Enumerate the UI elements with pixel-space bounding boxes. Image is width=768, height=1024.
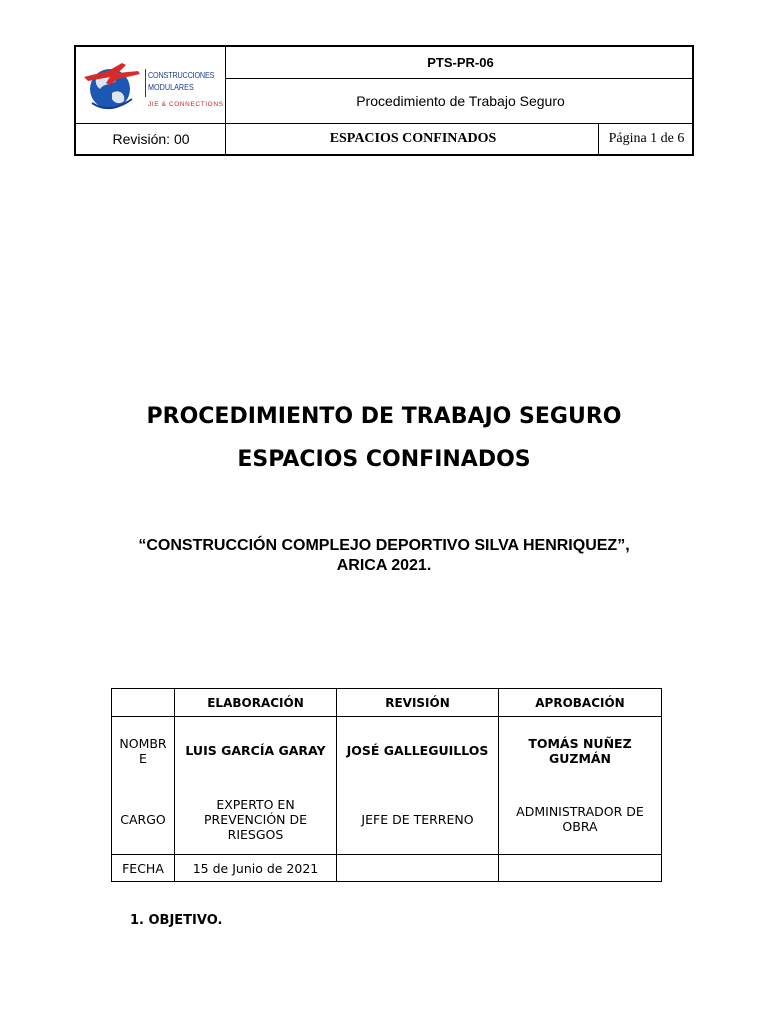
table-cell: TOMÁS NUÑEZ GUZMÁN <box>499 717 662 785</box>
table-cell: LUIS GARCÍA GARAY <box>175 717 337 785</box>
table-cell: JOSÉ GALLEGUILLOS <box>337 717 499 785</box>
row-label-cargo: CARGO <box>112 785 175 855</box>
project-name <box>0 536 768 576</box>
cover-title-line1: PROCEDIMIENTO DE TRABAJO SEGURO <box>146 404 622 429</box>
cover-title-line2: ESPACIOS CONFINADOS <box>237 447 531 472</box>
table-cell <box>337 855 499 882</box>
globe-plane-icon <box>82 59 144 115</box>
table-cell: 15 de Junio de 2021 <box>175 855 337 882</box>
table-header-cell: APROBACIÓN <box>499 689 662 717</box>
row-label-fecha: FECHA <box>112 855 175 882</box>
company-logo <box>78 49 226 121</box>
table-cell: JEFE DE TERRENO <box>337 785 499 855</box>
table-header-cell: REVISIÓN <box>337 689 499 717</box>
document-name: ESPACIOS CONFINADOS <box>329 131 497 146</box>
row-label-nombre: NOMBR E <box>112 717 175 785</box>
document-header <box>74 45 694 156</box>
table-header-cell: ELABORACIÓN <box>175 689 337 717</box>
table-row-fecha <box>112 855 662 882</box>
section-heading: 1. OBJETIVO. <box>130 913 223 928</box>
page-number: Página 1 de 6 <box>608 131 685 146</box>
table-header-row <box>112 689 662 717</box>
table-row-cargo <box>112 785 662 855</box>
table-cell <box>499 855 662 882</box>
logo-line3: JIE & CONNECTIONS <box>148 101 224 108</box>
logo-line1: CONSTRUCCIONES <box>148 70 215 80</box>
logo-line2: MODULARES <box>148 82 194 92</box>
document-code: PTS-PR-06 <box>427 55 494 70</box>
table-cell: EXPERTO EN PREVENCIÓN DE RIESGOS <box>175 785 337 855</box>
approval-table <box>111 688 662 882</box>
table-header-cell <box>112 689 175 717</box>
revision-label: Revisión: 00 <box>112 131 190 147</box>
project-line1: “CONSTRUCCIÓN COMPLEJO DEPORTIVO SILVA HENRIQUEZ”, <box>138 537 630 554</box>
table-row-nombre <box>112 717 662 785</box>
project-line2: ARICA 2021. <box>336 557 432 574</box>
document-type: Procedimiento de Trabajo Seguro <box>356 93 565 109</box>
table-cell: ADMINISTRADOR DE OBRA <box>499 785 662 855</box>
